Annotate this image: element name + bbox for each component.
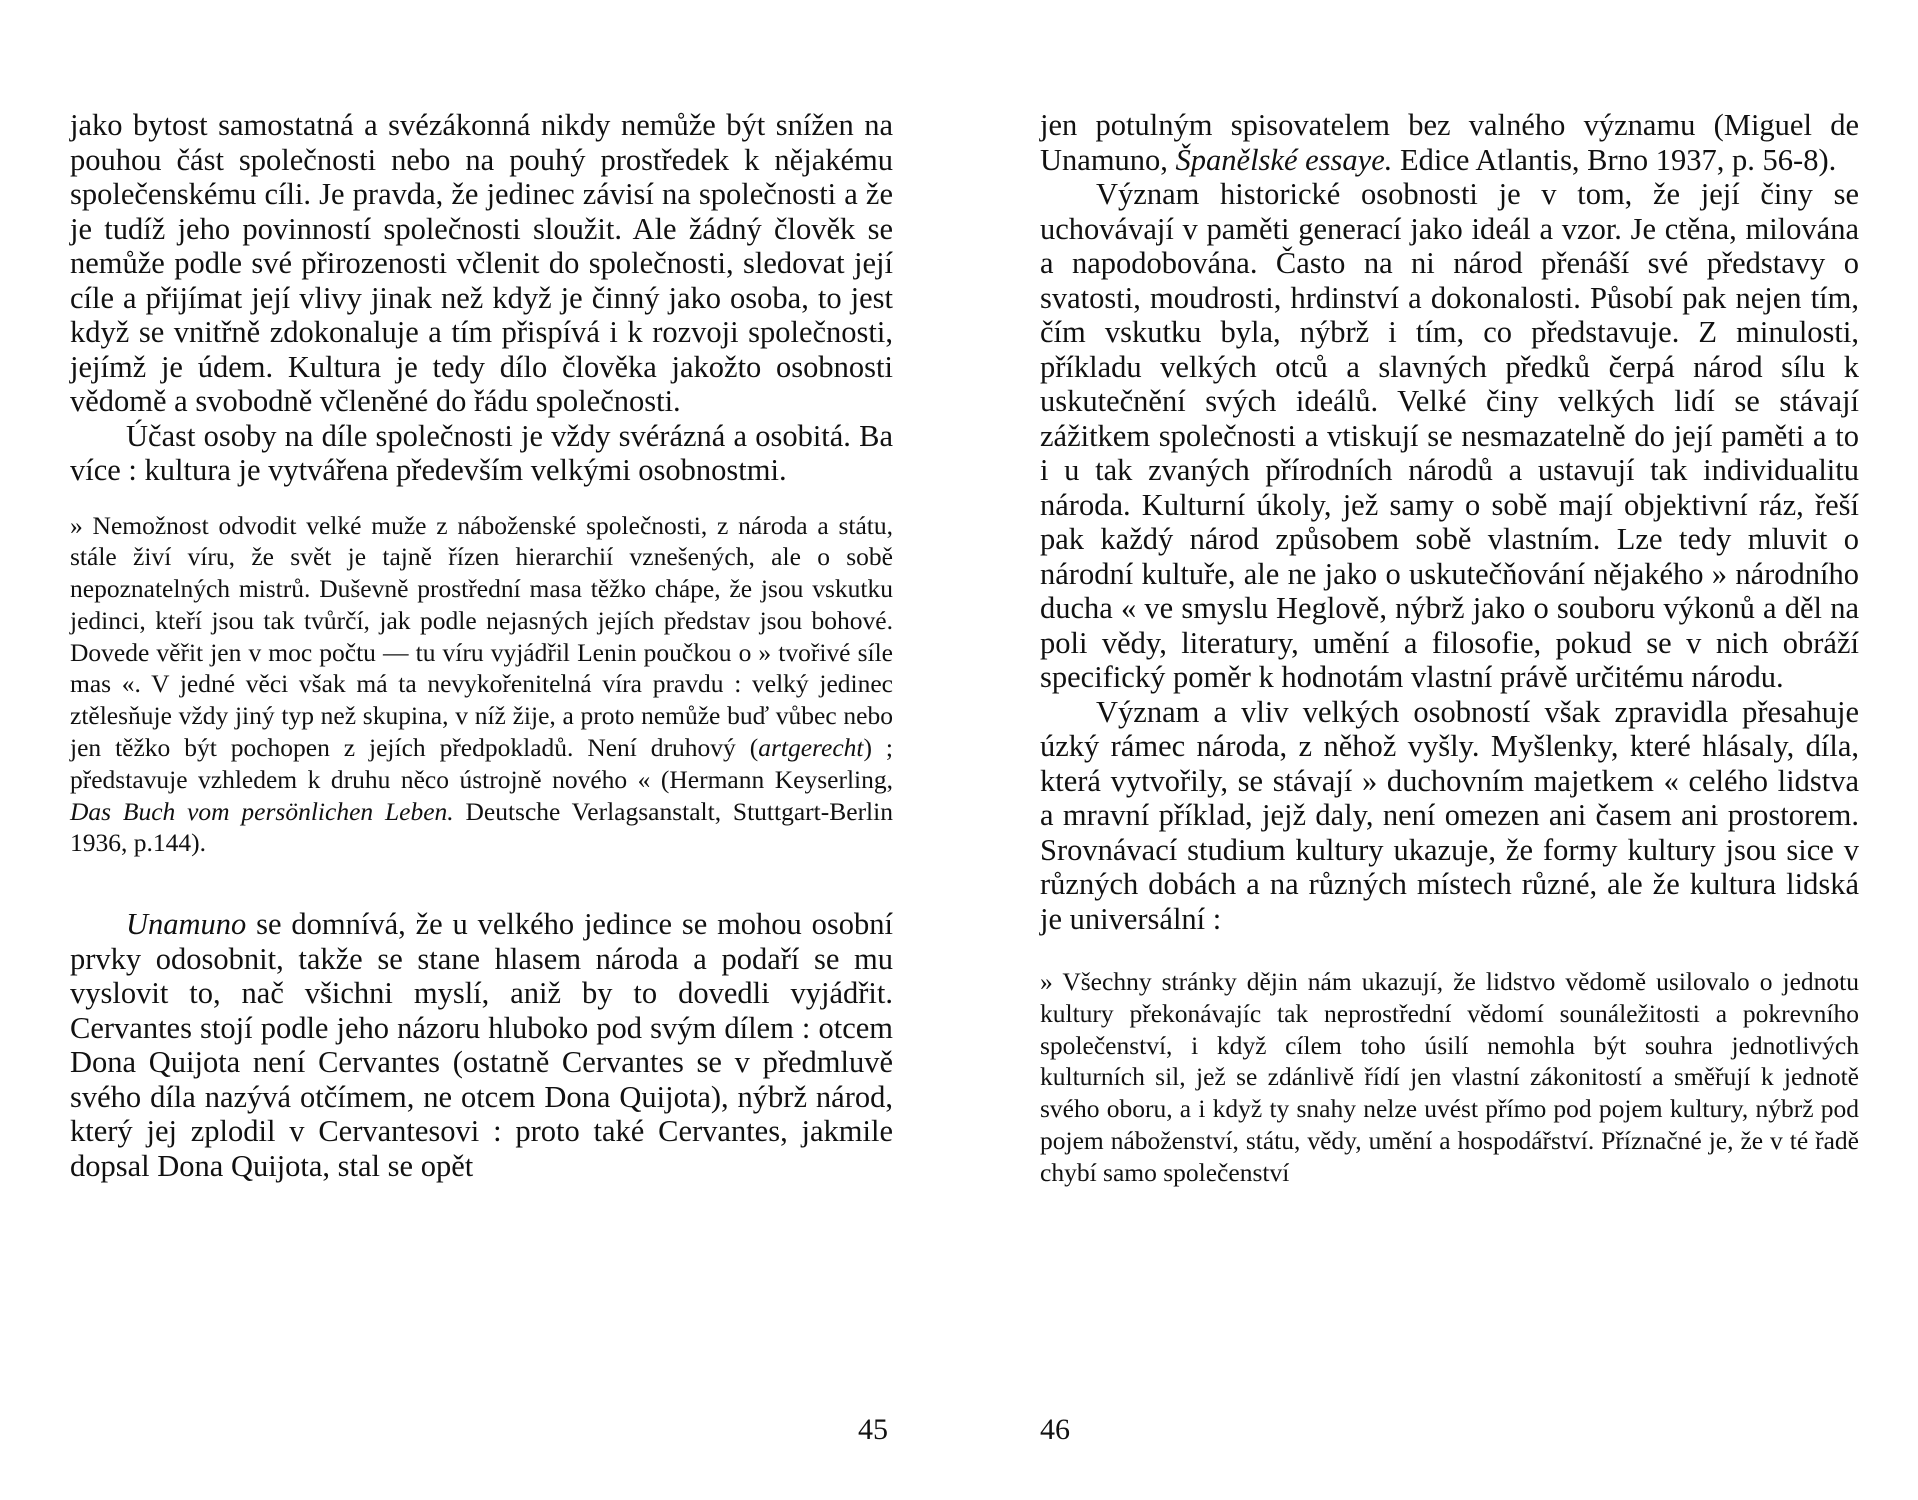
quote-part-3: Deutsche Verlagsanstalt, Stuttgart-Berlin 1936, p.144).: [70, 796, 893, 858]
right-page: [1040, 108, 1859, 1189]
right-paragraph-2: Význam historické osobnosti je v tom, že její činy se uchovávají v paměti generací jako ideál a vzor. Je ctěna, milována a napodobována. Často na ni národ přenáší své představy o svatosti, moudrosti, hrdinství a dokonalosti. Působí pak nejen tím, čím vskutku byla, nýbrž i tím, co představuje. Z minulosti, příkladu velkých otců a slavných předků čerpá národ sílu k uskutečnění svých ideálů. Velké činy velkých lidí se stávají zážitkem společnosti a vtiskují se nesmazatelně do její paměti a to i u tak zvaných přírodních národů a ustavují tak individualitu národa. Kulturní úkoly, jež samy o sobě mají objektivní ráz, řeší pak každý národ způsobem sobě vlastním. Lze tedy mluvit o národní kultuře, ale ne jako o uskutečňování nějakého » národního ducha « ve smyslu Heglově, nýbrž jako o souboru výkonů a děl na poli vědy, literatury, umění a filosofie, pokud se v nich obráží specifický poměr k hodnotám vlastní právě určitému národu.: [1040, 177, 1859, 694]
left-block-quote: [70, 510, 893, 860]
right-p1-part1: jen potulným spisovatelem bez valného významu (Miguel de Unamuno,: [1040, 108, 1859, 177]
quote-italic-2: Das Buch vom persönlichen Leben.: [70, 796, 454, 826]
quote-italic-1: artgerecht: [758, 733, 864, 763]
left-body-bottom: [70, 907, 893, 1183]
right-p1-part2: Edice Atlantis, Brno 1937, p. 56-8).: [1392, 142, 1837, 177]
left-paragraph-3: [70, 907, 893, 1183]
page-number-right: 46: [1040, 1413, 1070, 1446]
right-quote-text: » Všechny stránky dějin nám ukazují, že lidstvo vědomě usilovalo o jednotu kultury překonávajíc tak neprostřední vědomí sounáležitosti a pokrevního společenství, i když cílem toho úsilí nemohla být souhra jednotlivých kulturních sil, jež se zdánlivě řídí jen vlastní zákonitostí a směřují k jednotě svého oboru, a i když ty snahy nelze uvést přímo pod pojem kultury, nýbrž pod pojem náboženství, státu, vědy, umění a hospodářství. Příznačné je, že v té řadě chybí samo společenství: [1040, 967, 1859, 1187]
left-page: [70, 108, 893, 1183]
right-block-quote: [1040, 966, 1859, 1189]
quote-part-1: » Nemožnost odvodit velké muže z náboženské společnosti, z národa a státu, stále živí víru, že svět je tajně řízen hierarchií vznešených, ale o sobě nepoznatelných mistrů. Duševně prostřední masa těžko chápe, že jsou vskutku jedinci, kteří jsou tak tvůrčí, jak podle nejasných jejích představ jsou bohové. Dovede věřit jen v moc počtu — tu víru vyjádřil Lenin poučkou o » tvořivé síle mas «. V jedné věci však má ta nevykořenitelná víra pravdu : velký jedinec ztělesňuje vždy jiný typ než skupina, v níž žije, a proto nemůže buď vůbec nebo jen těžko být pochopen z jejích předpokladů. Není druhový (: [70, 510, 893, 763]
right-p1-italic: Španělské essaye.: [1175, 142, 1393, 177]
right-paragraph-3: Význam a vliv velkých osobností však zpravidla přesahuje úzký rámec národa, z něhož vyšly. Myšlenky, které hlásaly, díla, která vytvořily, se stávají » duchovním majetkem « celého lidstva a mravní příklad, jejž daly, není omezen ani časem ani prostorem. Srovnávací studium kultury ukazuje, že formy kultury jsou sice v různých dobách a na různých místech různé, ale že kultura lidská je universální :: [1040, 694, 1859, 936]
left-body: [70, 108, 893, 488]
right-paragraph-1: [1040, 108, 1859, 177]
left-quote-text: [70, 510, 893, 860]
quote-part-2: ) ; představuje vzhledem k druhu něco ústrojně nového « (Hermann Keyserling,: [70, 733, 893, 794]
page-number-left: 45: [858, 1413, 888, 1446]
left-paragraph-1: jako bytost samostatná a svézákonná nikdy nemůže být snížen na pouhou část společnosti nebo na pouhý prostředek k nějakému společenskému cíli. Je pravda, že jedinec závisí na společnosti a že je tudíž jeho povinností společnosti sloužit. Ale žádný člověk se nemůže podle své přirozenosti včlenit do společnosti, sledovat její cíle a přijímat její vlivy jinak než když je činný jako osoba, to jest když se vnitřně zdokonaluje a tím přispívá i k rozvoji společnosti, jejímž je údem. Kultura je tedy dílo člověka jakožto osobnosti vědomě a svobodně včleněné do řádu společnosti.: [70, 108, 893, 418]
left-paragraph-2: Účast osoby na díle společnosti je vždy svérázná a osobitá. Ba více : kultura je vytvářena především velkými osobnostmi.: [70, 418, 893, 487]
right-body: [1040, 108, 1859, 936]
unamuno-name: Unamuno: [126, 907, 247, 942]
left-paragraph-3-text: se domnívá, že u velkého jedince se mohou osobní prvky odosobnit, takže se stane hlasem národa a podaří se mu vyslovit to, nač všichni myslí, aniž by to dovedli vyjádřit. Cervantes stojí podle jeho názoru hluboko pod svým dílem : otcem Dona Quijota není Cervantes (ostatně Cervantes se v předmluvě svého díla nazývá otčímem, ne otcem Dona Quijota), nýbrž národ, který jej zplodil v Cervantesovi : proto také Cervantes, jakmile dopsal Dona Quijota, stal se opět: [70, 907, 893, 1183]
